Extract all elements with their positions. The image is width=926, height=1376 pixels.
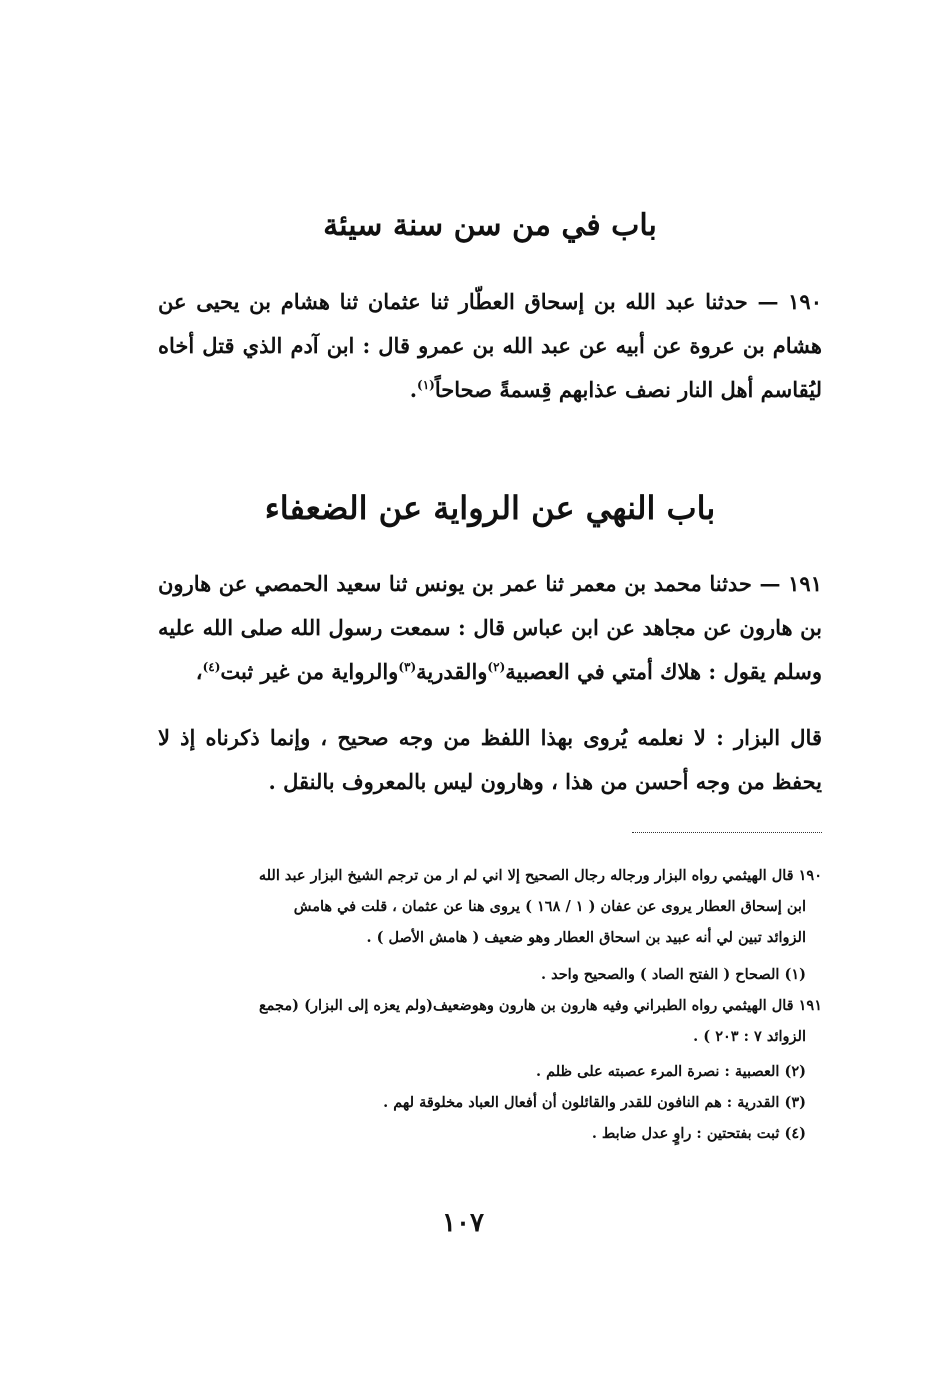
- footnote-line: الزوائد تبين لي أنه عبيد بن اسحاق العطار وهو ضعيف ( هامش الأصل ) .: [366, 929, 806, 946]
- hadith-191-text: ١٩١ — حدثنا محمد بن معمر ثنا عمر بن يونس ثنا سعيد الحمصي عن هارون بن هارون عن مجاهد عن ابن عباس قال : سمعت رسول الله صلى الله عليه وسلم يقول : هلاك أمتي في العصبية: [158, 571, 822, 684]
- hadith-191-text-2: والقدرية: [416, 659, 488, 684]
- section-heading-weak-narrators: باب النهي عن الرواية عن الضعفاء: [264, 489, 716, 527]
- footnote-note-4: (٤) ثبت بفتحتين : راوٍ عدل ضابط .: [591, 1125, 806, 1142]
- note-marker-4: (٤): [202, 660, 221, 674]
- hadith-190-text: ١٩٠ — حدثنا عبد الله بن إسحاق العطّار ثنا عثمان ثنا هشام بن يحيى عن هشام بن عروة عن أبيه عن عبد الله بن عمرو قال : ابن آدم الذي قتل أخاه ليُقاسم أهل النار نصف عذابهم قِسمةً صحاحاً: [158, 289, 822, 402]
- footnote-note-1: (١) الصحاح ( الفتح الصاد ) والصحيح واحد .: [541, 966, 806, 983]
- footnote-191: [150, 990, 822, 1052]
- footnote-line: الزوائد ٧ : ٢٠٣ ) .: [693, 1028, 806, 1045]
- footnote-separator: [632, 832, 822, 833]
- page-number: ١٠٧: [442, 1208, 484, 1238]
- hadith-191-text-3: والرواية من غير ثبت: [220, 659, 399, 684]
- footnote-line: ابن إسحاق العطار يروى عن عفان ( ١ / ١٦٨ ) يروى هنا عن عثمان ، قلت في هامش: [293, 898, 806, 915]
- hadith-190-paragraph: [158, 280, 822, 412]
- note-marker-2: (٢): [487, 660, 506, 674]
- section-heading-bad-sunnah: باب في من سن سنة سيئة: [323, 208, 657, 243]
- note-marker-1: (١): [417, 378, 435, 392]
- footnote-line: ١٩٠ قال الهيثمي رواه البزار ورجاله رجال الصحيح إلا اني لم ار من ترجم الشيخ البزار عبد الله: [258, 867, 822, 884]
- note-marker-3: (٣): [398, 660, 417, 674]
- hadith-190-end: .: [409, 377, 418, 402]
- hadith-191-end: ،: [195, 659, 203, 684]
- bazzar-comment: قال البزار : لا نعلمه يُروى بهذا اللفظ من وجه صحيح ، وإنما ذكرناه إذ لا يحفظ من وجه أحسن من هذا ، وهارون ليس بالمعروف بالنقل .: [158, 725, 822, 794]
- footnote-line: ١٩١ قال الهيثمي رواه الطبراني وفيه هارون بن هارون وهوضعيف(ولم يعزه إلى البزار) (مجمع: [258, 997, 822, 1014]
- footnote-note-3: (٣) القدرية : هم النافون للقدر والقائلون أن أفعال العباد مخلوقة لهم .: [383, 1094, 806, 1111]
- hadith-191-paragraph: [158, 562, 822, 694]
- footnotes: [150, 860, 822, 1149]
- footnote-190: [150, 860, 822, 953]
- footnote-note-2: (٢) العصبية : نصرة المرء عصبته على ظلم .: [536, 1063, 806, 1080]
